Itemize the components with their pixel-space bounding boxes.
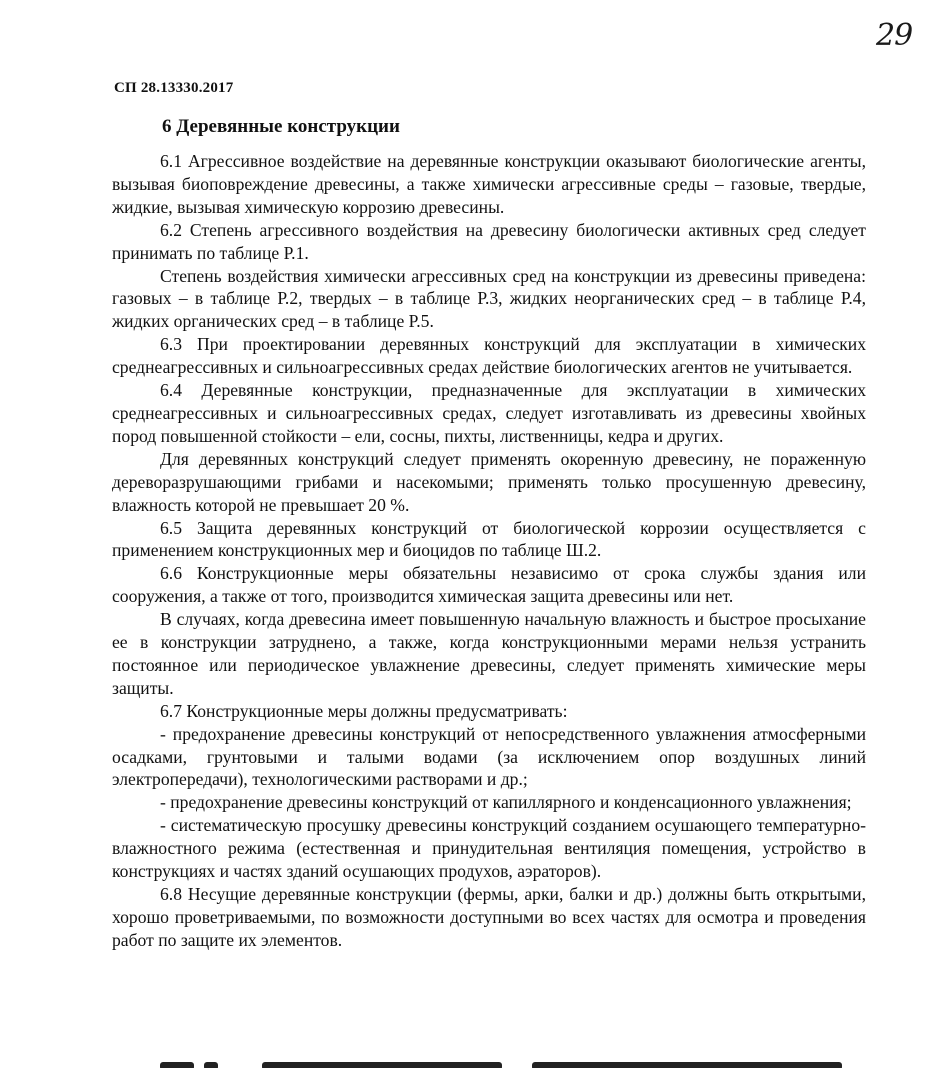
paragraph-6-2-chemical: Степень воздействия химически агрессивных сред на конструкции из древесины приведена: газовых – в таблице Р.2, твердых – в таблице Р.3, жидких неорганических сред – в таблице Р.4, жидких органических сред – в таблице Р.5. [112, 265, 866, 332]
cut-text-fragment [262, 1062, 502, 1068]
page-number: 29 [876, 18, 913, 53]
cut-text-fragment [532, 1062, 842, 1068]
paragraph-6-6-cases: В случаях, когда древесина имеет повышенную начальную влажность и быстрое просыхание ее в конструкции затруднено, а также, когда конструкционными мерами нельзя устранить постоянное или периодическое увлажнение древесины, следует применять химические меры защиты. [112, 609, 866, 698]
list-item: - предохранение древесины конструкций от капиллярного и конденсационного увлажнения; [160, 792, 852, 813]
document-body [112, 150, 866, 952]
paragraph-6-3: 6.3 При проектировании деревянных конструкций для эксплуатации в химических среднеагрессивных и сильноагрессивных средах действие биологических агентов не учитывается. [112, 334, 866, 378]
list-item: - предохранение древесины конструкций от непосредственного увлажнения атмосферными осадками, грунтовыми и талыми водами (за исключением опор воздушных линий электропередачи), технологическими растворами и др.; [112, 723, 866, 790]
list-item: - систематическую просушку древесины конструкций созданием осушающего температурно-влажностного режима (естественная и принудительная вентиляция помещения, устройство в конструкциях и частях зданий осушающих продухов, аэраторов). [112, 815, 866, 882]
cut-text-fragment [204, 1062, 218, 1068]
document-code: СП 28.13330.2017 [114, 80, 234, 96]
paragraph-6-4: 6.4 Деревянные конструкции, предназначенные для эксплуатации в химических среднеагрессивных и сильноагрессивных средах, следует изготавливать из древесины хвойных пород повышенной стойкости – ели, сосны, пихты, лиственницы, кедра и других. [112, 380, 866, 446]
paragraph-6-7: 6.7 Конструкционные меры должны предусматривать: [160, 700, 568, 721]
paragraph-6-8: 6.8 Несущие деревянные конструкции (фермы, арки, балки и др.) должны быть открытыми, хорошо проветриваемыми, по возможности доступными во всех частях для осмотра и проведения работ по защите их элементов. [112, 884, 866, 950]
paragraph-6-5: 6.5 Защита деревянных конструкций от биологической коррозии осуществляется с применением конструкционных мер и биоцидов по таблице Ш.2. [112, 517, 866, 561]
paragraph-6-6: 6.6 Конструкционные меры обязательны независимо от срока службы здания или сооружения, а также от того, производится химическая защита древесины или нет. [112, 563, 866, 607]
section-title: 6 Деревянные конструкции [162, 116, 400, 137]
truncated-next-line [112, 1058, 866, 1068]
paragraph-6-2: 6.2 Степень агрессивного воздействия на древесину биологически активных сред следует принимать по таблице Р.1. [112, 219, 866, 263]
paragraph-6-1: 6.1 Агрессивное воздействие на деревянные конструкции оказывают биологические агенты, вызывая биоповреждение древесины, а также химически агрессивные среды – газовые, твердые, жидкие, вызывая химическую коррозию древесины. [112, 151, 866, 217]
cut-text-fragment [160, 1062, 194, 1068]
paragraph-6-4-wood: Для деревянных конструкций следует применять окоренную древесину, не пораженную дереворазрушающими грибами и насекомыми; применять только просушенную древесину, влажность которой не превышает 20 %. [112, 448, 866, 515]
